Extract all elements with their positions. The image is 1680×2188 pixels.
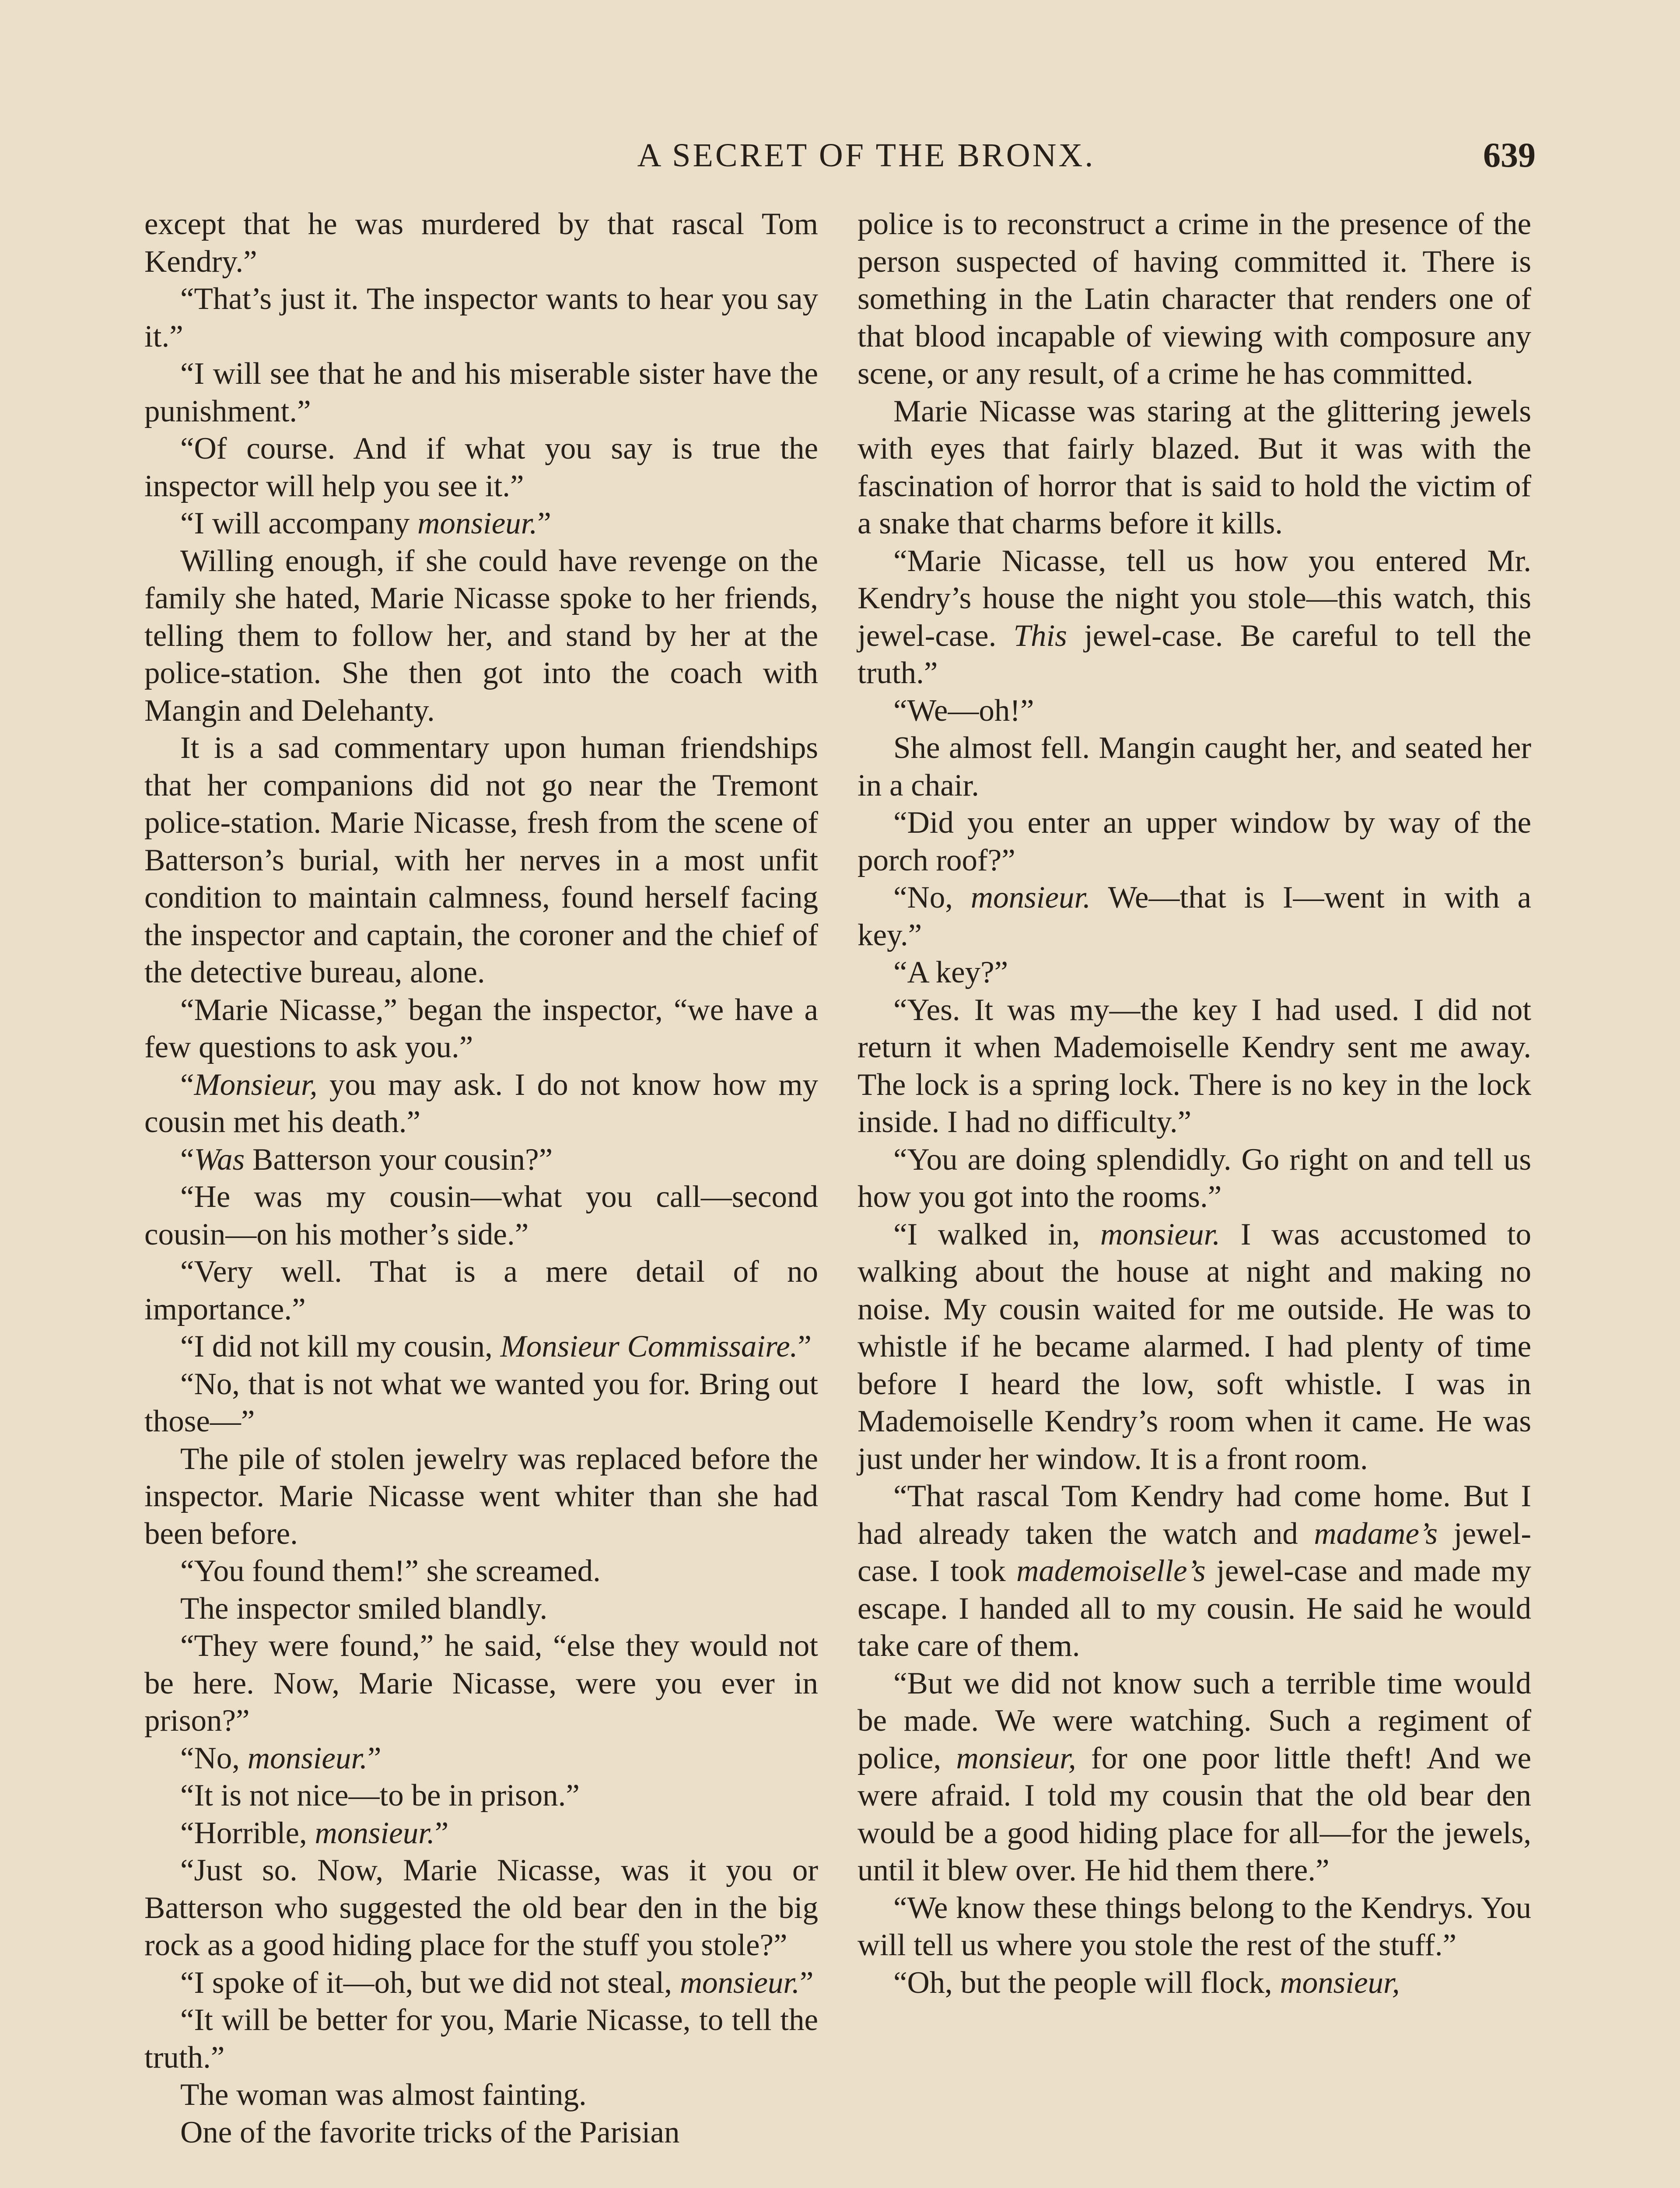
paragraph [858,729,1531,804]
page-number: 639 [1483,136,1536,175]
text-run: “I did not kill my cousin, [180,1329,500,1364]
text-run: ” [537,506,551,540]
paragraph [858,954,1531,992]
text-run: Willing enough, if she could have revenge on the family she hated, Marie Nicasse spoke to her friends, telling them to follow her, and stand by her at the police-station. She then got into the coach with Mangin and Delehanty. [144,543,818,728]
text-run: “Oh, but the people will flock, [893,1965,1280,2000]
paragraph [858,1964,1531,2002]
paragraph [144,1553,818,1590]
italic-text: monsieur. [1100,1217,1221,1252]
paragraph [144,2076,818,2114]
paragraph [144,1328,818,1366]
text-run: “Marie Nicasse, tell us how you entered Mr. Kendry’s house the night you stole—this watch, this jewel-case. [858,543,1531,653]
text-run: We—that is I—went in with a key.” [858,880,1531,952]
paragraph [144,505,818,543]
text-run: “Horrible, [180,1816,315,1850]
text-run: The inspector smiled blandly. [180,1591,548,1626]
text-run: “No, that is not what we wanted you for. Bring out those—” [144,1367,818,1438]
text-run: you may ask. I do not know how my cousin met his death.” [144,1067,818,1139]
text-run: ” [434,1816,449,1850]
text-run: “I will see that he and his miserable sister have the punishment.” [144,357,818,428]
text-run: police is to reconstruct a crime in the presence of the person suspected of having committed it. There is something in the Latin character that renders one of that blood incapable of viewing with composure any scene, or any result, of a crime he has committed. [858,207,1531,391]
italic-text: Monsieur, [194,1067,318,1102]
text-run: “A key?” [893,955,1008,989]
text-run: jewel-case. Be careful to tell the truth.” [858,618,1531,690]
text-run: ” [799,1965,814,2000]
text-run: “It is not nice—to be in prison.” [180,1778,580,1813]
text-run: “We know these things belong to the Kendrys. You will tell us where you stole the rest of the stuff.” [858,1890,1531,1962]
paragraph [858,206,1531,393]
italic-text: monsieur, [1280,1965,1400,2000]
text-run: It is a sad commentary upon human friendships that her companions did not go near the Tremont police-station. Marie Nicasse, fresh from the scene of Batterson’s burial, with her nerves in a most unfit condition to maintain calmness, found herself facing the inspector and captain, the coroner and the chief of the detective bureau, alone. [144,731,818,989]
paragraph [144,1141,818,1179]
italic-text: monsieur. [417,506,538,540]
paragraph [144,1964,818,2002]
paragraph [144,1178,818,1253]
text-run: “They were found,” he said, “else they would not be here. Now, Marie Nicasse, were you ever in prison?” [144,1629,818,1738]
italic-text: This [1013,618,1067,653]
paragraph [858,1665,1531,1890]
paragraph [858,804,1531,879]
paragraph [858,543,1531,692]
text-run: “Did you enter an upper window by way of the porch roof?” [858,806,1531,877]
text-run: The pile of stolen jewelry was replaced before the inspector. Marie Nicasse went whiter than she had been before. [144,1441,818,1551]
italic-text: monsieur, [956,1741,1076,1775]
text-run: “That rascal Tom Kendry had come home. But I had already taken the watch and [858,1479,1531,1551]
page-header [144,131,1536,179]
text-run: “It will be better for you, Marie Nicasse, to tell the truth.” [144,2003,818,2075]
text-run: ” [367,1741,382,1775]
paragraph [858,1141,1531,1216]
text-run: “Of course. And if what you say is true the inspector will help you see it.” [144,431,818,503]
text-run: Batterson your cousin?” [245,1142,553,1177]
paragraph [144,1366,818,1441]
paragraph [144,1777,818,1815]
running-head-title: A SECRET OF THE BRONX. [637,137,1096,174]
text-run: “But we did not know such a terrible time would be made. We were watching. Such a regiment of police, [858,1666,1531,1775]
paragraph [144,729,818,992]
paragraph [858,1216,1531,1478]
paragraph [144,1590,818,1628]
paragraph [144,430,818,505]
italic-text: monsieur. [970,880,1091,915]
text-run: jewel-case and made my escape. I handed all to my cousin. He said he would take care of them. [858,1554,1531,1663]
paragraph [144,281,818,355]
text-run: “Marie Nicasse,” began the inspector, “we have a few questions to ask you.” [144,992,818,1064]
paragraph [144,1740,818,1778]
paragraph [858,1478,1531,1665]
paragraph [858,992,1531,1141]
italic-text: mademoiselle’s [1016,1554,1206,1588]
text-run: “Very well. That is a mere detail of no importance.” [144,1255,818,1326]
text-run: “ [180,1142,194,1177]
paragraph [144,1066,818,1141]
paragraph [144,1627,818,1740]
right-text-column [858,206,1531,2002]
italic-text: madame’s [1314,1516,1438,1551]
text-run: “I walked in, [893,1217,1100,1252]
italic-text: Was [194,1142,245,1177]
text-run: “Yes. It was my—the key I had used. I did not return it when Mademoiselle Kendry sent me away. The lock is a spring lock. There is no key in the lock inside. I had no difficulty.” [858,992,1531,1139]
paragraph [144,1441,818,1553]
text-run: “No, [893,880,971,915]
text-run: One of the favorite tricks of the Parisian [180,2115,680,2149]
text-run: She almost fell. Mangin caught her, and seated her in a chair. [858,731,1531,803]
paragraph [144,543,818,730]
paragraph [144,355,818,430]
text-run: “ [180,1067,194,1102]
paragraph [858,879,1531,954]
paragraph [858,692,1531,730]
italic-text: monsieur. [679,1965,800,2000]
text-run: “Just so. Now, Marie Nicasse, was it you or Batterson who suggested the old bear den in the big rock as a good hiding place for the stuff you stole?” [144,1853,818,1962]
text-run: “We—oh!” [893,693,1034,728]
text-run: “He was my cousin—what you call—second cousin—on his mother’s side.” [144,1180,818,1252]
text-run: “You found them!” she screamed. [180,1554,601,1588]
paragraph [144,992,818,1066]
paragraph [858,393,1531,543]
text-run: I was accustomed to walking about the house at night and making no noise. My cousin waited for me outside. He was to whistle if he became alarmed. I had plenty of time before I heard the low, soft whistle. I was in Mademoiselle Kendry’s room when it came. He was just under her window. It is a front room. [858,1217,1531,1476]
paragraph [858,1890,1531,1964]
text-run: jewel-case. I took [858,1516,1531,1588]
text-run: “I spoke of it—oh, but we did not steal, [180,1965,680,2000]
paragraph [144,2002,818,2076]
text-run: “You are doing splendidly. Go right on and tell us how you got into the rooms.” [858,1142,1531,1214]
text-run: “I will accompany [180,506,418,540]
text-run: “That’s just it. The inspector wants to hear you say it.” [144,282,818,354]
paragraph [144,206,818,281]
paragraph [144,1852,818,1964]
italic-text: monsieur. [247,1741,368,1775]
text-run: for one poor little theft! And we were afraid. I told my cousin that the old bear den would be a good hiding place for all—for the jewels, until it blew over. He hid them there.” [858,1741,1531,1887]
paragraph [144,1253,818,1328]
text-run: The woman was almost fainting. [180,2078,587,2112]
paragraph [144,2114,818,2152]
italic-text: Monsieur Commissaire. [500,1329,798,1364]
paragraph [144,1815,818,1852]
text-run: except that he was murdered by that rascal Tom Kendry.” [144,207,818,279]
left-text-column [144,206,818,2151]
text-run: Marie Nicasse was staring at the glittering jewels with eyes that fairly blazed. But it was with the fascination of horror that is said to hold the victim of a snake that charms before it kills. [858,394,1531,540]
italic-text: monsieur. [315,1816,435,1850]
text-run: ” [798,1329,812,1364]
text-run: “No, [180,1741,248,1775]
